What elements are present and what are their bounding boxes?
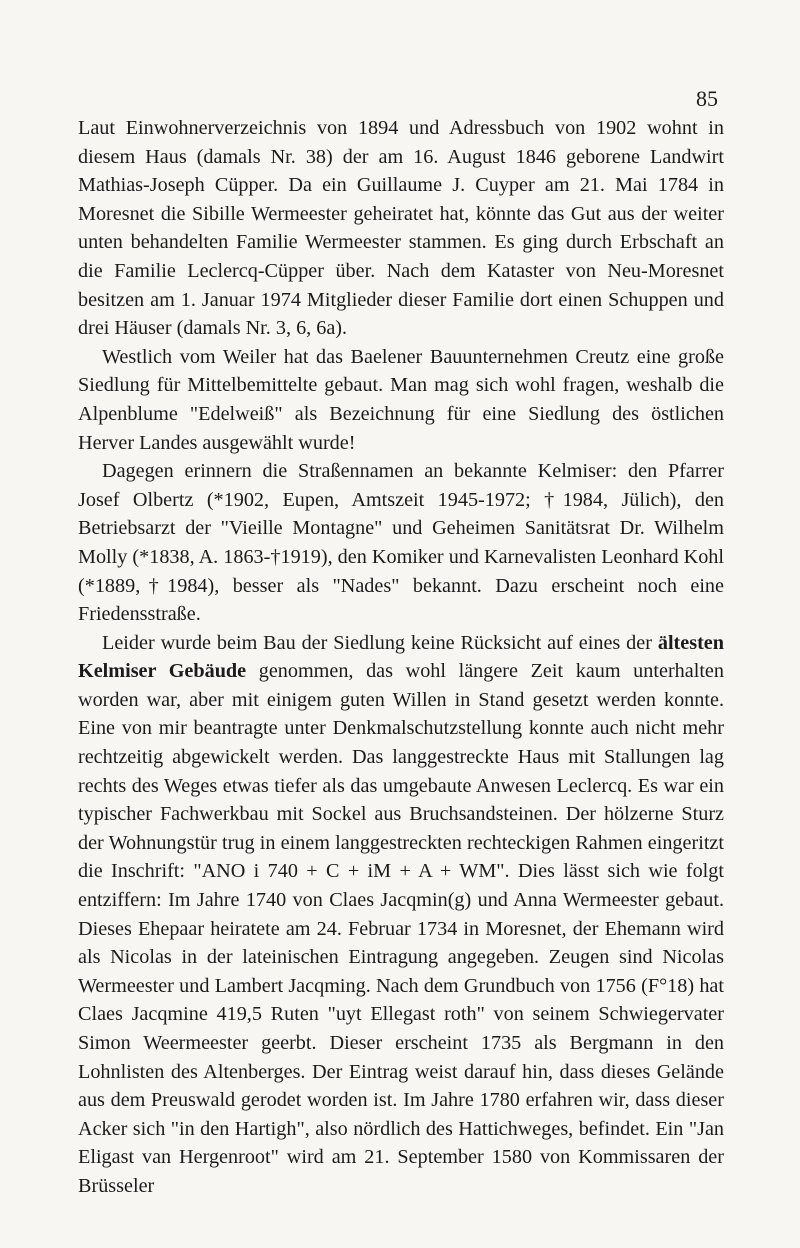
paragraph-cuepper-house: Laut Einwohnerverzeichnis von 1894 und Adressbuch von 1902 wohnt in diesem Haus (damals Nr. 38) der am 16. August 1846 geborene Landwirt Mathias-Joseph Cüpper. Da ein Guillaume J. Cuyper am 21. Mai 1784 in Moresnet die Sibille Wermeester geheiratet hat, könnte das Gut aus der weiter unten behandelten Familie Wermeester stammen. Es ging durch Erbschaft an die Familie Leclercq-Cüpper über. Nach dem Kataster von Neu-Moresnet besitzen am 1. Januar 1974 Mitglieder dieser Familie dort einen Schuppen und drei Häuser (damals Nr. 3, 6, 6a). [78,117,724,340]
paragraph-oldest-building [78,629,724,1201]
body-text [78,114,724,1201]
paragraph-oldest-building-intro: Leider wurde beim Bau der Siedlung keine Rücksicht auf eines der [102,631,658,654]
paragraph-street-names: Dagegen erinnern die Straßennamen an bekannte Kelmiser: den Pfarrer Josef Olbertz (*1902, Eupen, Amtszeit 1945-1972; †1984, Jülich), den Betriebsarzt der "Vieille Montagne" und Geheimen Sanitätsrat Dr. Wilhelm Molly (*1838, A. 1863-†1919), den Komiker und Karnevalisten Leonhard Kohl (*1889,†1984), besser als "Nades" bekannt. Dazu erscheint noch eine Friedensstraße. [78,460,724,626]
paragraph-oldest-building-rest: genommen, das wohl längere Zeit kaum unterhalten worden war, aber mit einigem guten Willen in Stand gesetzt werden konnte. Eine von mir beantragte unter Denkmalschutzstellung konnte auch nicht mehr rechtzeitig abgewickelt werden. Das langgestreckte Haus mit Stallungen lag rechts des Weges etwas tiefer als das umgebaute Anwesen Leclercq. Es war ein typischer Fachwerkbau mit Sockel aus Bruchsandsteinen. Der hölzerne Sturz der Wohnungstür trug in einem langgestreckten rechteckigen Rahmen eingeritzt die Inschrift: "ANO i 740 + C + iM + A + WM". Dies lässt sich wie folgt entziffern: Im Jahre 1740 von Claes Jacqmin(g) und Anna Wermeester gebaut. Dieses Ehepaar heiratete am 24. Februar 1734 in Moresnet, der Ehemann wird als Nicolas in der lateinischen Eintragung angegeben. Zeugen sind Nicolas Wermeester und Lambert Jacqming. Nach dem Grundbuch von 1756 (F°18) hat Claes Jacqmine 419,5 Ruten "uyt Ellegast roth" von seinem Schwiegervater Simon Weermeester geerbt. Dieser erscheint 1735 als Bergmann in den Lohnlisten des Altenberges. Der Eintrag weist darauf hin, dass dieses Gelände aus dem Preuswald gerodet worden ist. Im Jahre 1780 erfahren wir, dass dieser Acker sich "in den Hartigh", also nördlich des Hattichweges, befindet. Ein "Jan Eligast van Hergenroot" wird am 21. September 1580 von Kommissaren der Brüsseler [78,660,724,1197]
paragraph-edelweiss-settlement: Westlich vom Weiler hat das Baelener Bauunternehmen Creutz eine große Siedlung für Mittelbemittelte gebaut. Man mag sich wohl fragen, weshalb die Alpenblume "Edelweiß" als Bezeichnung für eine Siedlung des östlichen Herver Landes ausgewählt wurde! [78,345,724,454]
bold-phrase-oldest-building: ältesten Kelmiser Gebäude [78,631,724,683]
page-number: 85 [696,86,718,111]
